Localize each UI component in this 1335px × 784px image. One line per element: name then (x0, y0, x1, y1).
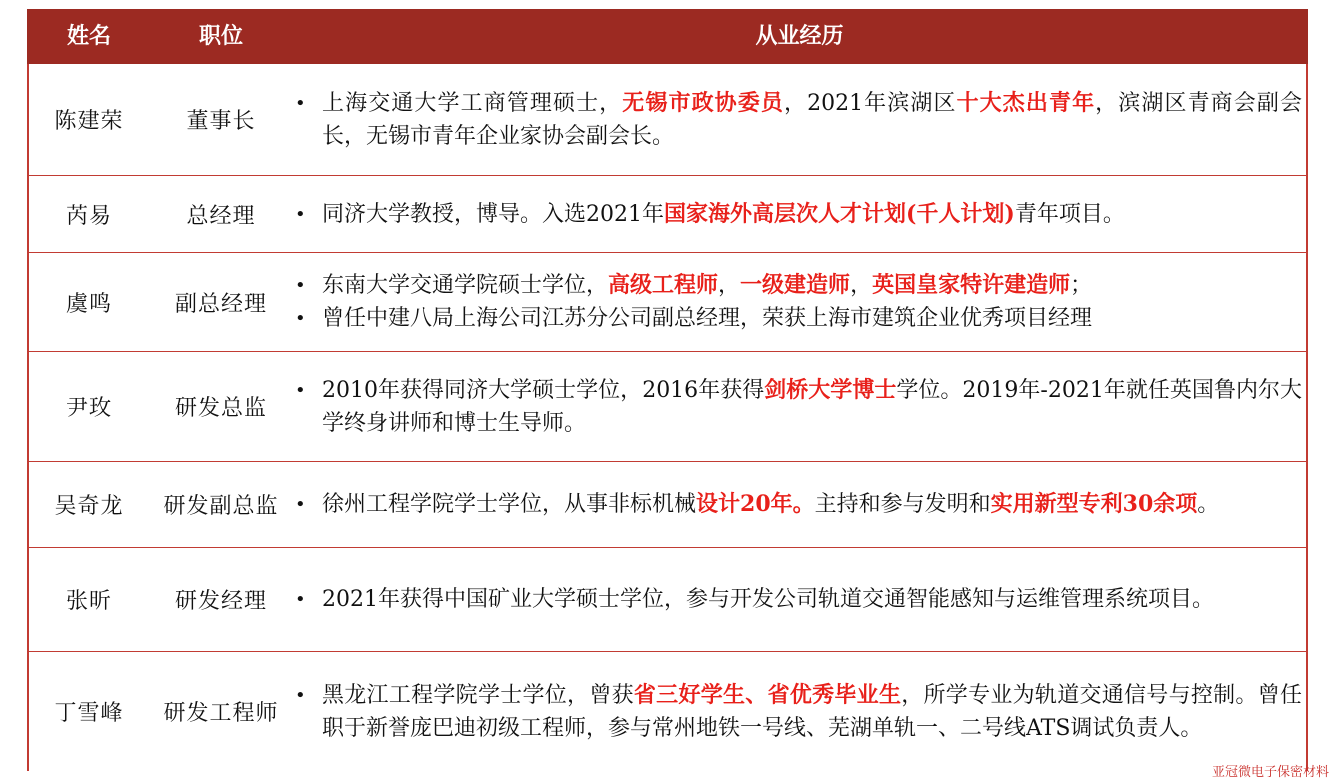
experience-text: 2010年获得同济大学硕士学位，2016年获得 (322, 377, 765, 403)
highlight-text: 设计20年。 (696, 491, 815, 517)
experience-cell (291, 548, 1302, 651)
experience-item (291, 583, 1302, 616)
experience-text: 学位。2019年-2021年就任英国鲁内尔大学终身讲师和博士生导师。 (322, 377, 1302, 436)
experience-cell (291, 652, 1302, 771)
person-name: 张昕 (65, 589, 112, 614)
experience-text: 黑龙江工程学院学士学位，曾获 (322, 682, 634, 708)
person-title: 研发总监 (174, 396, 267, 421)
table-row (27, 176, 1308, 253)
person-name: 丁雪峰 (54, 701, 124, 726)
experience-item (291, 679, 1302, 745)
header-title: 职位 (198, 24, 243, 49)
person-title: 研发工程师 (163, 701, 279, 726)
experience-item (291, 302, 1302, 335)
experience-text: 东南大学交通学院硕士学位， (322, 273, 609, 298)
experience-cell (291, 176, 1302, 252)
table-body (27, 64, 1308, 771)
experience-item (291, 488, 1302, 521)
experience-text: ， (850, 273, 873, 298)
header-experience: 从业经历 (755, 24, 844, 49)
bullet-icon: • (295, 308, 306, 329)
person-title: 副总经理 (174, 291, 267, 317)
experience-item (291, 87, 1302, 153)
experience-text: 2021年获得中国矿业大学硕士学位，参与开发公司轨道交通智能感知与运维管理系统项目。 (322, 587, 1214, 612)
experience-text: ，2021年滨湖区 (783, 90, 957, 116)
highlight-text: 一级建造师 (740, 272, 851, 298)
experience-cell (291, 253, 1302, 351)
bullet-icon: • (295, 92, 306, 114)
experience-text: ； (1070, 273, 1093, 298)
highlight-text: 英国皇家特许建造师 (872, 272, 1071, 298)
person-name: 芮易 (65, 203, 112, 229)
experience-item (291, 198, 1302, 231)
table-row (27, 462, 1308, 548)
experience-text: 主持和参与发明和 (814, 492, 991, 517)
highlight-text: 省三好学生、省优秀毕业生 (633, 681, 902, 708)
table-row (27, 352, 1308, 462)
table-header (27, 9, 1308, 64)
header-name: 姓名 (66, 24, 111, 49)
experience-text: 同济大学教授，博导。入选2021年 (322, 201, 664, 227)
experience-text: 青年项目。 (1014, 201, 1125, 227)
table-right-border (1306, 64, 1308, 771)
person-title: 研发副总监 (163, 494, 279, 519)
experience-text: 上海交通大学工商管理硕士， (322, 90, 623, 116)
person-name: 陈建荣 (54, 109, 124, 134)
bullet-icon: • (295, 589, 306, 610)
highlight-text: 十大杰出青年 (956, 89, 1096, 116)
table-left-border (27, 64, 29, 771)
experience-cell (291, 64, 1302, 175)
highlight-text: 国家海外高层次人才计划(千人计划) (664, 200, 1015, 227)
experience-item (291, 374, 1302, 440)
table-row (27, 64, 1308, 176)
bullet-icon: • (295, 684, 306, 706)
bullet-icon: • (295, 379, 306, 401)
experience-text: 徐州工程学院学士学位，从事非标机械 (322, 492, 697, 517)
highlight-text: 无锡市政协委员 (622, 89, 784, 116)
experience-text: ，所学专业为轨道交通信号与控制。曾任职于新誉庞巴迪初级工程师，参与常州地铁一号线、芜湖单轨一、二号线ATS调试负责人。 (322, 682, 1302, 741)
highlight-text: 剑桥大学博士 (764, 376, 897, 403)
person-title: 研发经理 (174, 589, 267, 614)
confidential-footnote: 亚冠微电子保密材料 (1211, 765, 1329, 780)
experience-text: ， (718, 273, 741, 298)
person-name: 尹玫 (65, 396, 112, 421)
experience-text: 曾任中建八局上海公司江苏分公司副总经理，荣获上海市建筑企业优秀项目经理 (322, 306, 1093, 331)
bullet-icon: • (295, 494, 306, 515)
bullet-icon: • (295, 275, 306, 296)
experience-text: 。 (1197, 492, 1220, 517)
experience-cell (291, 462, 1302, 547)
person-name: 虞鸣 (65, 291, 112, 317)
experience-cell (291, 352, 1302, 461)
highlight-text: 实用新型专利30余项 (990, 491, 1198, 517)
table-row (27, 253, 1308, 352)
table-row (27, 652, 1308, 771)
experience-text: ，滨湖区青商会副会长，无锡市青年企业家协会副会长。 (322, 90, 1302, 149)
person-name: 吴奇龙 (54, 494, 124, 519)
team-table (27, 9, 1308, 771)
highlight-text: 高级工程师 (608, 272, 719, 298)
experience-item (291, 269, 1302, 302)
person-title: 董事长 (186, 109, 256, 134)
table-row (27, 548, 1308, 652)
person-title: 总经理 (186, 203, 256, 229)
bullet-icon: • (295, 203, 306, 225)
